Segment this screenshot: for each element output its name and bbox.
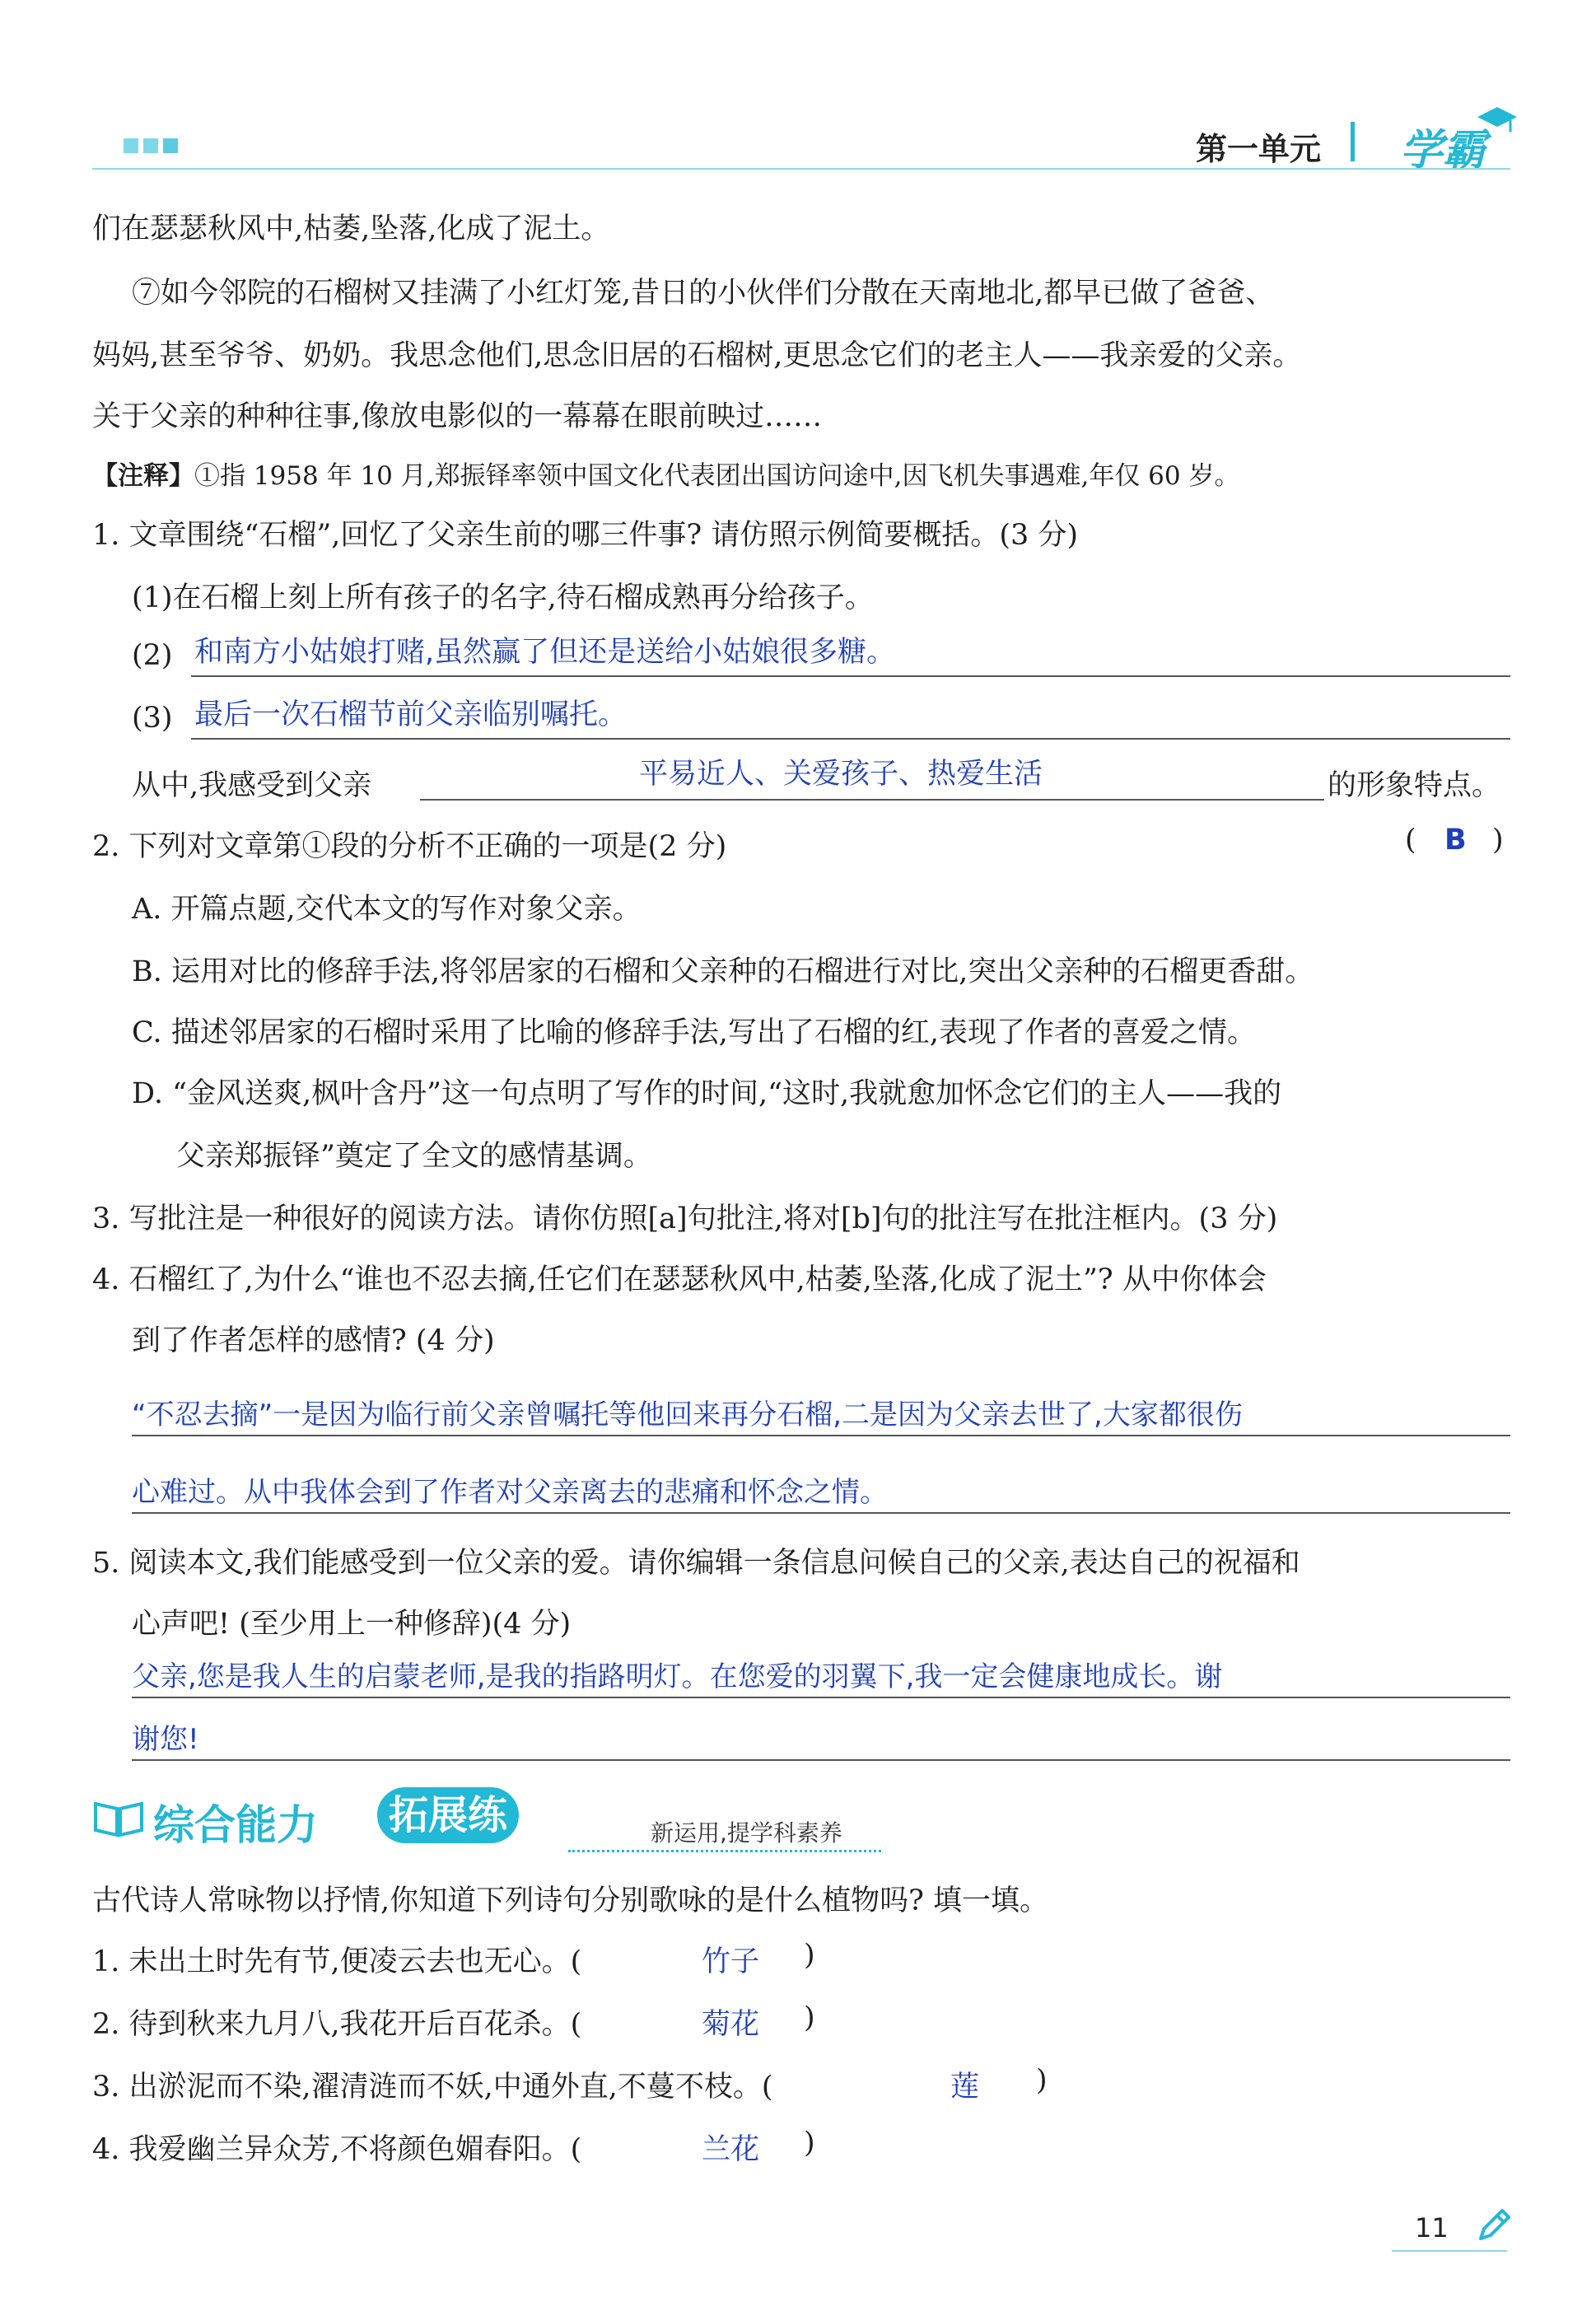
poetry-item-text: 1. 未出土时先有节,便凌云去也无心。( (92, 1945, 582, 1978)
poetry-close-2: ) (804, 2001, 815, 2034)
poetry-item-text: 2. 待到秋来九月八,我花开后百花杀。( (92, 2008, 582, 2041)
q4-answer-line-2 (132, 1512, 1510, 1514)
q1-lead: 从中,我感受到父亲 (132, 769, 372, 802)
q4-stem-2: 到了作者怎样的感情? (4 分) (132, 1324, 495, 1357)
poetry-close-3: ) (1036, 2064, 1048, 2097)
q2-answer: B (1444, 824, 1467, 857)
note (92, 455, 1239, 492)
q5-stem-2: 心声吧! (至少用上一种修辞)(4 分) (132, 1608, 572, 1641)
brand-logo: 学霸 (1400, 126, 1486, 175)
q2-paren-open: ( (1405, 824, 1416, 857)
passage-line-3: 妈妈,甚至爷爷、奶奶。我思念他们,思念旧居的石榴树,更思念它们的老主人——我亲爱的父亲。 (92, 339, 1302, 372)
passage-line-1: 们在瑟瑟秋风中,枯萎,坠落,化成了泥土。 (92, 212, 610, 245)
poetry-item-text: 3. 出淤泥而不染,濯清涟而不妖,中通外直,不蔓不枝。( (92, 2071, 773, 2104)
passage-line-4: 关于父亲的种种往事,像放电影似的一幕幕在眼前映过…… (92, 400, 823, 433)
graduation-cap-icon (1474, 104, 1520, 137)
q1-tail: 的形象特点。 (1328, 769, 1501, 802)
header-decoration (124, 138, 183, 156)
poetry-answer-2: 菊花 (702, 2008, 760, 2041)
q5-answer-2: 谢您! (132, 1723, 199, 1756)
footer-rule (1392, 2250, 1507, 2252)
poetry-item-4 (92, 2127, 581, 2168)
poetry-answer-4: 兰花 (702, 2133, 760, 2166)
unit-title: 第一单元 (1196, 131, 1322, 167)
q2-option-d-1: D. “金风送爽,枫叶含丹”这一句点明了写作的时间,“这时,我就愈加怀念它们的主人——我的 (132, 1077, 1282, 1110)
open-book-icon (92, 1795, 145, 1838)
poetry-close-1: ) (804, 1939, 815, 1972)
q4-stem-1: 4. 石榴红了,为什么“谁也不忍去摘,任它们在瑟瑟秋风中,枯萎,坠落,化成了泥土”? 从中你体会 (92, 1263, 1267, 1296)
q1-answer-4: 平易近人、关爱孩子、热爱生活 (639, 758, 1043, 791)
q5-answer-line-2 (132, 1759, 1510, 1761)
q1-answer-line-2 (191, 675, 1510, 677)
q1-num-3: (3) (132, 702, 173, 735)
poetry-intro: 古代诗人常咏物以抒情,你知道下列诗句分别歌咏的是什么植物吗? 填一填。 (92, 1884, 1049, 1917)
q5-stem-1: 5. 阅读本文,我们能感受到一位父亲的爱。请你编辑一条信息问候自己的父亲,表达自己的祝福和 (92, 1547, 1300, 1580)
q1-answer-line-4 (420, 799, 1324, 801)
poetry-answer-1: 竹子 (702, 1945, 760, 1978)
pencil-icon (1474, 2206, 1514, 2245)
poetry-item-3 (92, 2064, 773, 2105)
note-label: 【注释】 (92, 461, 194, 491)
section-badge: 拓展练 (377, 1787, 519, 1843)
q1-answer-3: 最后一次石榴节前父亲临别嘱托。 (194, 698, 628, 731)
q3-stem: 3. 写批注是一种很好的阅读方法。请你仿照[a]句批注,将对[b]句的批注写在批注框内。(3 分) (92, 1202, 1278, 1235)
poetry-close-4: ) (804, 2127, 815, 2160)
q2-paren-close: ) (1492, 824, 1504, 857)
header-rule (92, 168, 1510, 170)
q1-answer-2: 和南方小姑娘打赌,虽然赢了但还是送给小姑娘很多糖。 (194, 636, 896, 669)
note-text: ①指 1958 年 10 月,郑振铎率领中国文化代表团出国访问途中,因飞机失事遇难,年仅 60 岁。 (194, 461, 1240, 491)
q4-answer-2: 心难过。从中我体会到了作者对父亲离去的悲痛和怀念之情。 (132, 1476, 888, 1509)
q1-example: (1)在石榴上刻上所有孩子的名字,待石榴成熟再分给孩子。 (132, 581, 874, 614)
section-subtitle-rule (568, 1850, 881, 1852)
passage-line-2: ⑦如今邻院的石榴树又挂满了小红灯笼,昔日的小伙伴们分散在天南地北,都早已做了爸爸、 (132, 277, 1275, 310)
q2-stem: 2. 下列对文章第①段的分析不正确的一项是(2 分) (92, 830, 727, 863)
q5-answer-line-1 (132, 1697, 1510, 1698)
poetry-answer-3: 莲 (950, 2071, 980, 2104)
header-divider (1351, 122, 1355, 161)
q2-option-d-2: 父亲郑振铎”奠定了全文的感情基调。 (176, 1140, 652, 1173)
q4-answer-1: “不忍去摘”一是因为临行前父亲曾嘱托等他回来再分石榴,二是因为父亲去世了,大家都很伤 (132, 1398, 1243, 1431)
q2-option-b: B. 运用对比的修辞手法,将邻居家的石榴和父亲种的石榴进行对比,突出父亲种的石榴更香甜。 (132, 955, 1314, 988)
q4-answer-line-1 (132, 1435, 1510, 1436)
q2-option-a: A. 开篇点题,交代本文的写作对象父亲。 (132, 893, 642, 926)
q2-option-c: C. 描述邻居家的石榴时采用了比喻的修辞手法,写出了石榴的红,表现了作者的喜爱之情。 (132, 1016, 1257, 1049)
section-title: 综合能力 (153, 1801, 318, 1849)
q5-answer-1: 父亲,您是我人生的启蒙老师,是我的指路明灯。在您爱的羽翼下,我一定会健康地成长。谢 (132, 1660, 1223, 1693)
poetry-item-1 (92, 1939, 581, 1980)
poetry-item-text: 4. 我爱幽兰异众芳,不将颜色媚春阳。( (92, 2133, 582, 2166)
page-number: 11 (1415, 2212, 1449, 2244)
section-subtitle: 新运用,提学科素养 (651, 1819, 842, 1847)
q1-num-2: (2) (132, 639, 173, 672)
q1-answer-line-3 (191, 738, 1510, 740)
poetry-item-2 (92, 2001, 581, 2043)
q1-stem: 1. 文章围绕“石榴”,回忆了父亲生前的哪三件事? 请仿照示例简要概括。(3 分) (92, 519, 1079, 552)
